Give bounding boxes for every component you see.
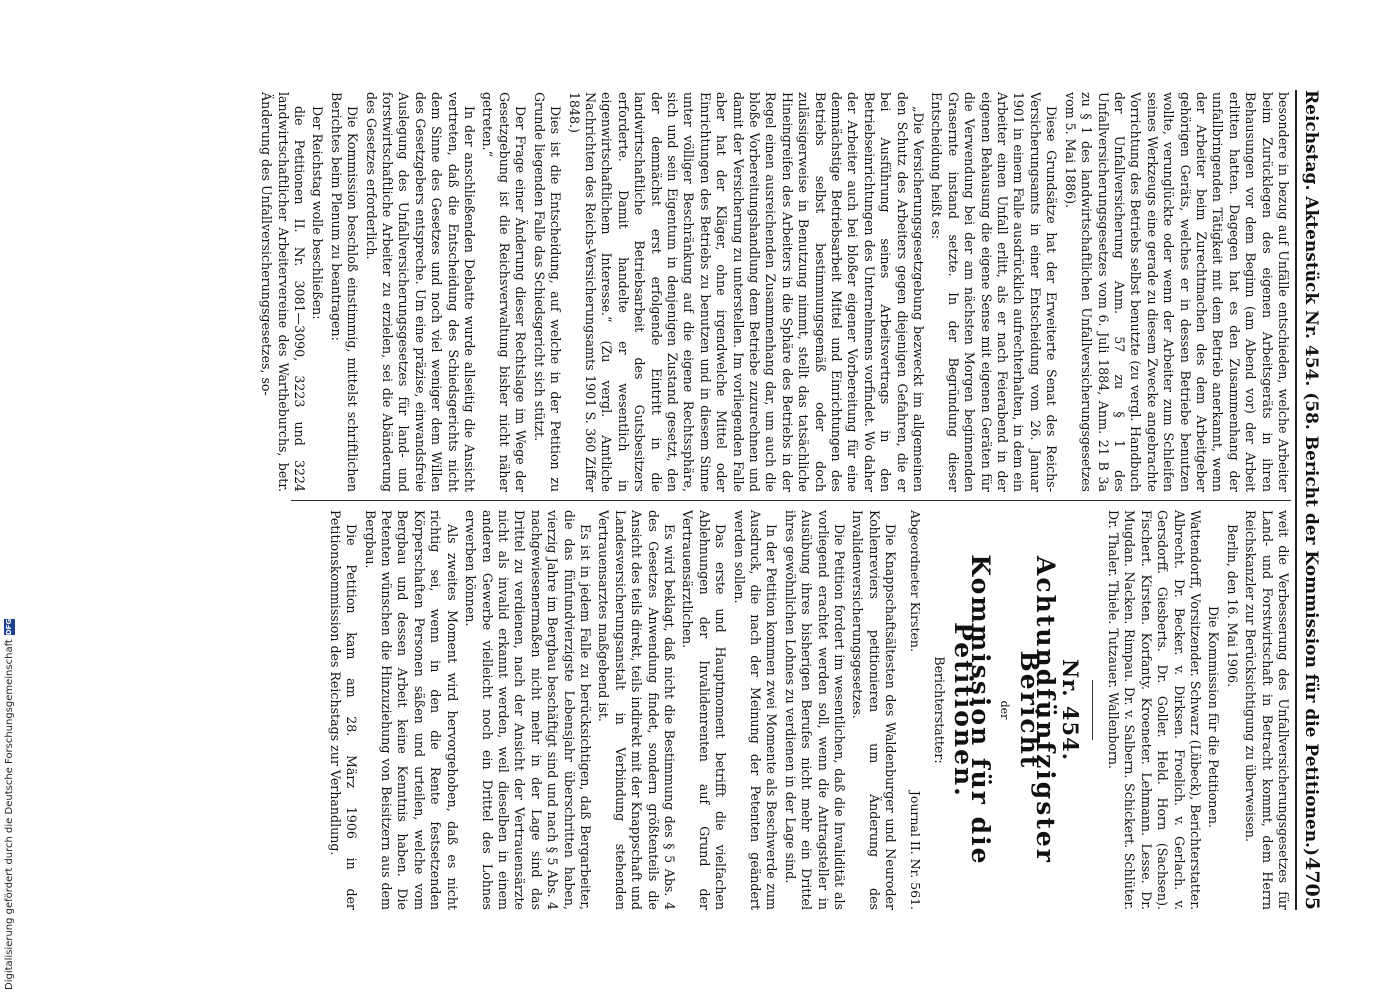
quote-paragraph: „Die Versicherungsgesetzgebung bezweckt im allgemeinen den Schutz des Arbeiters gegen diejenigen Gefahren, die er bei Ausführung seines Arbeitsvertrags in den Betriebseinrichtungen des Unternehmens vorfindet. Wo daher der Arbeiter auch bei bloßer eigener Vorbereitung für eine demnächstige Betriebsarbeit Mittel und Einrichtungen des Betriebs selbst bestimmungsgemäß oder doch zulässigerweise in Benutzung nimmt, stellt das tatsächliche Hineingreifen des Arbeiters in die Sphäre des Betriebs in der Regel einen ausreichenden Zusammenhang dar, um auch die bloße Vorbereitungshandlung dem Betriebe zuzurechnen und damit der Versicherung zu unterstellen. Im vorliegenden Falle aber hat der Kläger, ohne irgendwelche Mittel oder Einrichtungen des Betriebs zu benutzen und in diesem Sinne unter völliger Beschränkung auf die eigene Rechtssphäre, sich und sein Eigentum in denjenigen Zustand gesetzt, den der demnächst erst erfolgende Eintritt in die landwirtschaftliche Betriebsarbeit des Gutsbesitzers erforderte. Damit handelte er wesentlich in eigenwirtschaftlichem Interesse.“ (Zu vergl. Amtliche Nachrichten des Reichs-Versicherungsamts 1901 S. 360 Ziffer 1848.) [566, 92, 927, 492]
paragraph: weit die Verbesserung des Unfallversicherungsgesetzes für Land- und Forstwirtschaft in Betracht kommt, dem Herrn Reichskanzler zur Berücksichtigung zu überweisen. [1243, 510, 1291, 910]
paragraph: die Petitionen II. Nr. 3081—3090, 3223 und 3224 landwirtschaftlicher Arbeitervereine des Wartheburchs, betr. Änderung des Unfallversicherungsgesetzes, so- [259, 92, 308, 492]
paragraph: Die Knappschaftsältesten des Waldenburger und Neuroder Kohlenreviers petitionieren um Änderung des Invalidenversicherungsgesetzes. [850, 510, 899, 910]
document-number: Nr. 454. [1057, 658, 1083, 762]
paragraph: Der Frage einer Änderung dieser Rechtslage im Wege der Gesetzgebung ist die Reichsverwaltung bisher nicht näher getreten.“ [480, 92, 529, 492]
commission-name: Die Kommission für die Petitionen. [1206, 606, 1222, 828]
paragraph: Die Petition fordert im wesentlichen, daß die Invalidität als vorliegend erachtet werden soll, wenn die Antragsteller in Ausübung ihres bisherigen Berufes nicht mehr ein Drittel ihres gewöhnlichen Lohnes zu verdienen in der Lage sind. [782, 510, 848, 910]
paragraph: Die Petition kam am 28. März 1906 in der Petitionskommission des Reichstags zur Verhandlung. [327, 510, 360, 910]
paragraph: In der Petition kommen zwei Momente als Beschwerde zum Ausdruck, die nach der Meinung der Petenten geändert werden sollen. [731, 510, 780, 910]
digitization-credit [4, 619, 15, 990]
dfg-logo: DFG [5, 618, 13, 636]
commission-title: Kommission für die Petitionen. [949, 554, 995, 866]
page-number: 4705 [1301, 857, 1323, 910]
paragraph: besondere in bezug auf Unfälle entschieden, welche Arbeiter beim Zurücklegen des eigenen Arbeitsgeräts in ihren Behausungen vor dem Beginn (am Abend vor) der Arbeit erlitten hatten. Dagegen hat es den Zusammenhang der unfallbringenden Tätigkeit mit dem Betrieb anerkannt, wenn der Arbeiter beim Zurechtmachen des dem Arbeitgeber gehörigen Geräts, welches er in dessen Betriebe benutzen wollte, verunglückte oder wenn der Arbeiter zum Schleifen seines Werkzeugs eine gerade zu diesem Zwecke angebrachte Vorrichtung des Betriebs selbst benutzte (zu vergl. Handbuch der Unfallversicherung Anm. 57 zu § 1 des Unfallversicherungsgesetzes vom 6. Juli 1884, Anm. 21 B 3a zu § 1 des landwirtschaftlichen Unfallversicherungsgesetzes vom 5. Mai 1886). [1062, 92, 1291, 492]
credit-text: Digitalisierung gefördert durch die Deutsche Forschungsgemeinschaft [4, 639, 15, 990]
left-column [41, 92, 1291, 492]
paragraph: Es ist in jedem Falle zu berücksichtigen, daß Bergarbeiter, die das fünfundvierzigste Lebensjahr überschritten haben, vierzig Jahre im Bergbau beschäftigt sind und nach § 5 Abs. 4 nachgewiesenermaßen nicht mehr in der Lage sind das Drittel zu verdienen, nach der Ansicht der Vertrauensärzte nicht als invalid erkannt werden, weil dieselben in einem anderen Gewerbe vielleicht noch ein Drittel des Lohnes erwerben können. [463, 510, 593, 910]
page-header [1295, 90, 1341, 910]
paragraph: Der Reichstag wolle beschließen: [310, 106, 326, 320]
paragraph: Es wird beklagt, daß nicht die Bestimmung des § 5 Abs. 4 des Gesetzes Anwendung findet, sondern größtenteils die Ansicht des teils direkt, teils indirekt mit der Knappschaft und Landesversicherungsanstalt in Verbindung stehenden Vertrauensarztes maßgebend ist. [596, 510, 677, 910]
reporter-row [906, 510, 922, 910]
report-title: Achtundfünfzigster Bericht [1014, 556, 1061, 864]
paragraph: Die Kommission beschloß einstimmig, mittelst schriftlichen Berichtes beim Plenum zu beantragen: [328, 92, 361, 492]
right-column [41, 510, 1291, 910]
paragraph: In der anschließenden Debatte wurde allseitig die Ansicht vertreten, daß die Entscheidung des Schiedsgerichts nicht dem Sinne des Gesetzes und noch viel weniger dem Willen des Gesetzgebers entspreche. Um eine präzise, einwandsfreie Auslegung des Unfallversicherungsgesetzes für land- und forstwirtschaftliche Arbeiter zu erzielen, sei die Abänderung des Gesetzes erforderlich. [363, 92, 478, 492]
paragraph: Dies ist die Entscheidung, auf welche in der Petition zu Grunde liegenden Falle das Schiedsgericht sich stützt. [531, 92, 564, 492]
header-title: Reichstag. Aktenstück Nr. 454. (58. Bericht der Kommission für die Petitionen.) [1301, 90, 1321, 857]
column-divider [291, 500, 1291, 501]
paragraph: Das erste und Hauptmoment betrifft die vielfachen Ablehnungen der Invalidenrenten auf Grund der Vertrauensärztlichen. [680, 510, 729, 910]
reporter-name: Abgeordneter Kirsten. [907, 510, 923, 652]
reporter-label: Berichterstatter: [932, 656, 948, 764]
paragraph: Diese Grundsätze hat der Erweiterte Senat des Reichs-Versicherungsamts in einer Entscheidung vom 26. Januar 1901 in einem Falle ausdrücklich aufrechterhalten, in dem ein Arbeiter einen Unfall erlitt, als er nach Feierabend in der eigenen Behausung die eigene Sense mit eigenen Geräten für die Verwendung bei der am nächsten Morgen beginnenden Grasernte instand setzte. In der Begründung dieser Entscheidung heißt es: [929, 92, 1060, 492]
title-connector: der [998, 700, 1012, 720]
place-date: Berlin, den 16. Mai 1906. [1224, 524, 1240, 688]
member-list: Wattendorff, Vorsitzender. Schwarz (Lübeck), Berichterstatter. Albrecht. Dr. Becker. v. Dirksen. Froelich. v. Gerlach. v. Gersdorff. Giesberts. Dr. Goller. Held. Horn (Sachsen). Fischert. Kirsten. Korfanty. Kroeneter. Lehmann. Lesse. Dr. Mugdan. Nacken. Rimpau. Dr. v. Salbern. Schickert. Schlüter. Dr. Thaler. Thiele. Tutzauer. Wallenborn. [1105, 510, 1203, 910]
separator-rule [1092, 680, 1093, 740]
journal-number: Journal II. Nr. 561. [907, 790, 923, 910]
paragraph: Als zweites Moment wird hervorgehoben, daß es nicht richtig sei, wenn in den die Rente festsetzenden Körperschaften Personen säßen und urteilen, welche vom Bergbau und dessen Arbeit keine Kenntnis haben. Die Petenten wünschen die Hinzuziehung von Beisitzern aus dem Bergbau. [362, 510, 460, 910]
